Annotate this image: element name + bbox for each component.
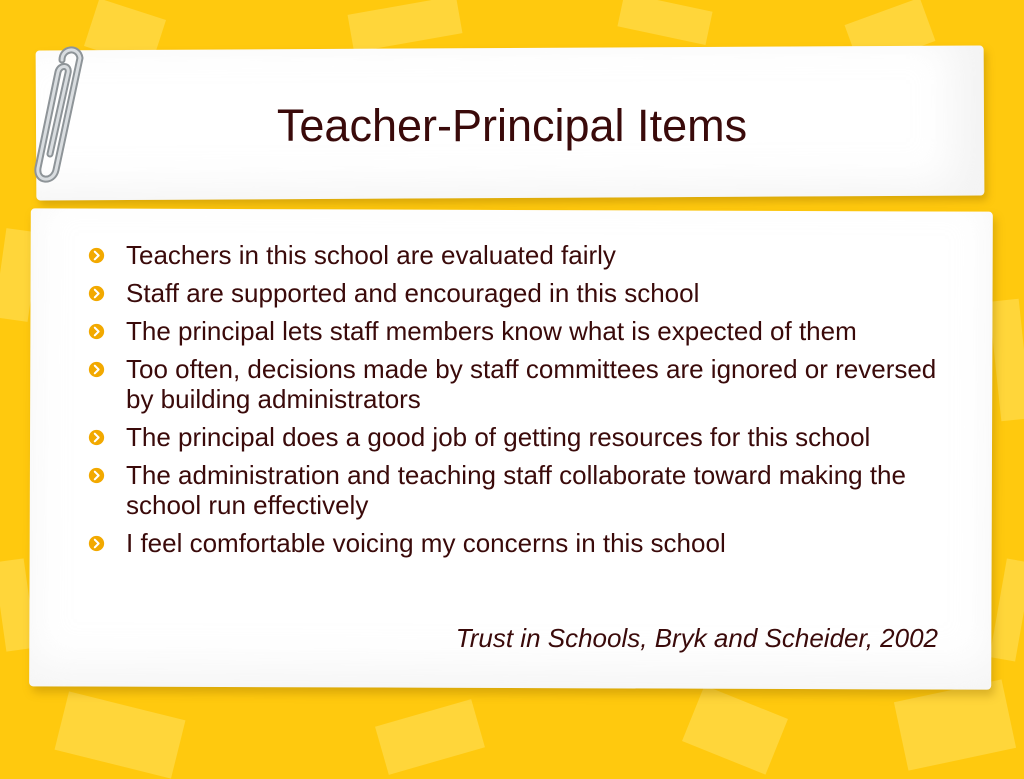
bullet-text: The principal does a good job of getting resources for this school bbox=[126, 422, 871, 452]
arrow-circle-icon bbox=[88, 429, 105, 446]
arrow-circle-icon bbox=[88, 361, 105, 378]
bullet-text: Staff are supported and encouraged in this school bbox=[126, 278, 700, 308]
background-shape bbox=[348, 0, 463, 52]
background-shape bbox=[375, 699, 485, 775]
slide-title: Teacher-Principal Items bbox=[276, 100, 748, 151]
arrow-circle-icon bbox=[88, 247, 105, 264]
arrow-circle-icon bbox=[88, 323, 105, 340]
bullet-item bbox=[88, 354, 948, 414]
bullet-item bbox=[88, 278, 948, 308]
bullet-text: Too often, decisions made by staff committees are ignored or reversed by building administrators bbox=[126, 354, 937, 414]
background-shape bbox=[617, 0, 712, 45]
background-shape bbox=[990, 559, 1024, 662]
background-shape bbox=[682, 685, 788, 774]
bullet-list bbox=[88, 240, 948, 566]
arrow-circle-icon bbox=[88, 285, 105, 302]
bullet-text: I feel comfortable voicing my concerns in this school bbox=[126, 528, 726, 558]
paperclip-icon bbox=[18, 38, 90, 188]
bullet-item bbox=[88, 422, 948, 452]
bullet-item bbox=[88, 316, 948, 346]
arrow-circle-icon bbox=[88, 467, 105, 484]
bullet-item bbox=[88, 528, 948, 558]
bullet-item bbox=[88, 240, 948, 270]
citation: Trust in Schools, Bryk and Scheider, 2002 bbox=[455, 623, 938, 653]
background-shape bbox=[55, 691, 186, 778]
bullet-text: The principal lets staff members know what is expected of them bbox=[126, 316, 857, 346]
arrow-circle-icon bbox=[88, 535, 105, 552]
bullet-item bbox=[88, 460, 948, 520]
bullet-text: Teachers in this school are evaluated fairly bbox=[126, 240, 616, 270]
background-shape bbox=[894, 679, 1016, 770]
bullet-text: The administration and teaching staff collaborate toward making the school run effectively bbox=[126, 460, 906, 520]
background-shape bbox=[989, 299, 1024, 421]
